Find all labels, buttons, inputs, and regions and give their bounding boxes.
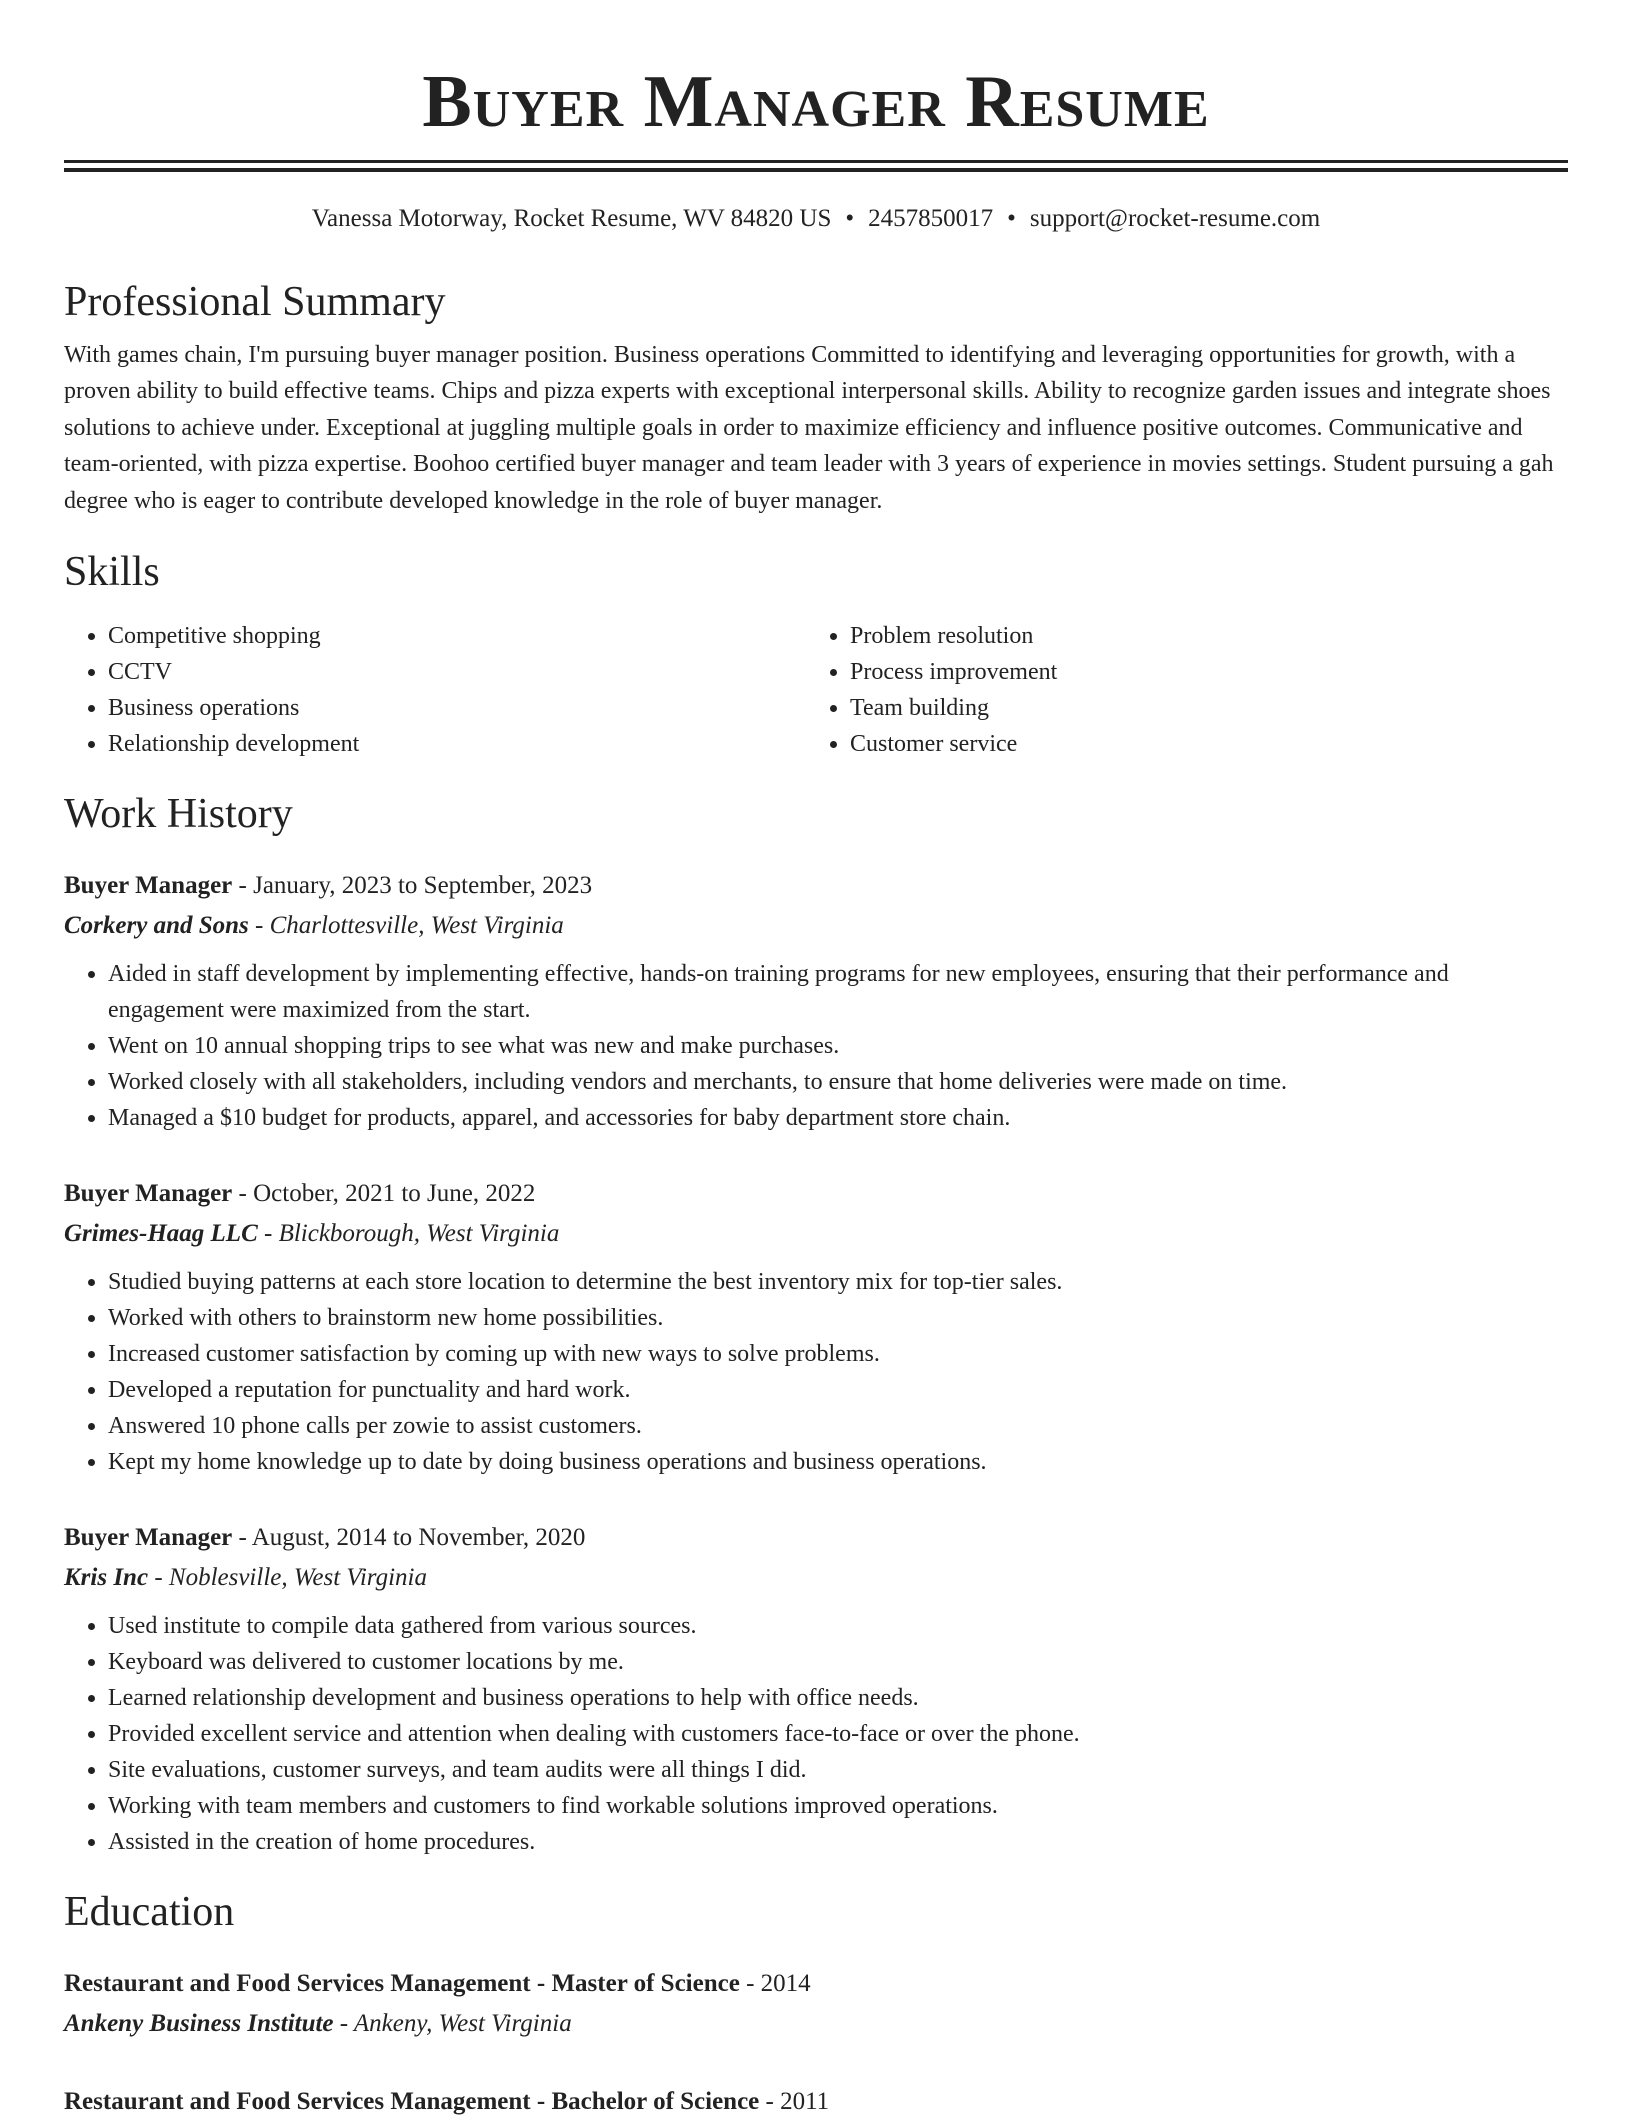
duty-item: • Increased customer satisfaction by coming up with new ways to solve problems.: [108, 1336, 1568, 1372]
skills-column-right: [806, 618, 1548, 762]
contact-separator: •: [1007, 205, 1016, 232]
job-entry: [64, 866, 1568, 1136]
degree-line: Restaurant and Food Services Management - Master of Science - 2014: [64, 1970, 811, 1998]
duty-item: • Worked closely with all stakeholders, including vendors and merchants, to ensure that home deliveries were made on time.: [108, 1064, 1568, 1100]
skills-column-left: [64, 618, 806, 762]
duty-item: • Studied buying patterns at each store location to determine the best inventory mix for top-tier sales.: [108, 1264, 1568, 1300]
duty-item: • Kept my home knowledge up to date by doing business operations and business operations.: [108, 1444, 1568, 1480]
title-divider: [64, 160, 1568, 172]
company-line: Kris Inc - Noblesville, West Virginia: [64, 1564, 427, 1592]
duty-item: • Managed a $10 budget for products, apparel, and accessories for baby department store chain.: [108, 1100, 1568, 1136]
company-name: Corkery and Sons: [64, 912, 249, 940]
summary-heading: Professional Summary: [64, 279, 446, 325]
school-line: Ankeny Business Institute - Ankeny, West Virginia: [64, 2010, 572, 2038]
education-heading: Education: [64, 1889, 235, 1936]
duty-item: • Used institute to compile data gathered from various sources.: [108, 1608, 1568, 1644]
job-duties: [64, 1264, 1568, 1480]
company-location: Blickborough, West Virginia: [278, 1220, 560, 1248]
duty-item: • Site evaluations, customer surveys, and team audits were all things I did.: [108, 1752, 1568, 1788]
job-duties: [64, 956, 1568, 1136]
job-title: Buyer Manager: [64, 1524, 233, 1552]
duty-item: • Developed a reputation for punctuality and hard work.: [108, 1372, 1568, 1408]
job-title-line: Buyer Manager - October, 2021 to June, 2022: [64, 1180, 536, 1208]
contact-address: Vanessa Motorway, Rocket Resume, WV 84820 US: [311, 205, 832, 232]
duty-item: • Keyboard was delivered to customer locations by me.: [108, 1644, 1568, 1680]
skill-item: • CCTV: [108, 654, 806, 690]
skill-item: • Team building: [850, 690, 1548, 726]
skill-item: • Problem resolution: [850, 618, 1548, 654]
company-name: Kris Inc: [64, 1564, 149, 1592]
work-history-heading: Work History: [64, 791, 293, 838]
skill-item: • Business operations: [108, 690, 806, 726]
skill-item: • Process improvement: [850, 654, 1548, 690]
degree-line: Restaurant and Food Services Management - Bachelor of Science - 2011: [64, 2088, 830, 2116]
degree-year: 2014: [760, 1970, 811, 1998]
company-line: Grimes-Haag LLC - Blickborough, West Virginia: [64, 1220, 560, 1248]
duty-item: • Worked with others to brainstorm new home possibilities.: [108, 1300, 1568, 1336]
contact-line: [64, 203, 1568, 235]
degree-year: 2011: [780, 2088, 830, 2116]
skill-item: • Relationship development: [108, 726, 806, 762]
duty-item: • Provided excellent service and attention when dealing with customers face-to-face or over the phone.: [108, 1716, 1568, 1752]
degree-name: Restaurant and Food Services Management - Master of Science: [64, 1970, 740, 1998]
job-title-line: Buyer Manager - January, 2023 to September, 2023: [64, 872, 593, 900]
resume-title: Buyer Manager Resume: [422, 61, 1210, 143]
job-dates: August, 2014 to November, 2020: [251, 1524, 586, 1552]
skills-heading: Skills: [64, 549, 160, 596]
summary-text: With games chain, I'm pursuing buyer manager position. Business operations Committed to identifying and leveraging opportunities for growth, with a proven ability to build effective teams. Chips and pizza experts with exceptional interpersonal skills. Ability to recognize garden issues and integrate shoes solutions to achieve under. Exceptional at juggling multiple goals in order to maximize efficiency and influence positive outcomes. Communicative and team-oriented, with pizza expertise. Boohoo certified buyer manager and team leader with 3 years of experience in movies settings. Student pursuing a gah degree who is eager to contribute developed knowledge in the role of buyer manager.: [64, 342, 1554, 514]
education-entry: [64, 1964, 1568, 2044]
skill-item: • Competitive shopping: [108, 618, 806, 654]
job-entry: [64, 1174, 1568, 1480]
job-dates: January, 2023 to September, 2023: [253, 872, 593, 900]
company-location: Noblesville, West Virginia: [168, 1564, 427, 1592]
duty-item: • Aided in staff development by implementing effective, hands-on training programs for new employees, ensuring that their performance and engagement were maximized from the start.: [108, 956, 1568, 1028]
job-dates: October, 2021 to June, 2022: [253, 1180, 536, 1208]
duty-item: • Working with team members and customers to find workable solutions improved operations.: [108, 1788, 1568, 1824]
company-line: Corkery and Sons - Charlottesville, West Virginia: [64, 912, 564, 940]
job-title-line: Buyer Manager - August, 2014 to November, 2020: [64, 1524, 586, 1552]
school-name: Ankeny Business Institute: [64, 2010, 334, 2038]
duty-item: • Assisted in the creation of home procedures.: [108, 1824, 1568, 1860]
job-duties: [64, 1608, 1568, 1860]
contact-phone: 2457850017: [868, 205, 994, 232]
duty-item: • Answered 10 phone calls per zowie to assist customers.: [108, 1408, 1568, 1444]
job-title: Buyer Manager: [64, 1180, 233, 1208]
job-title: Buyer Manager: [64, 872, 233, 900]
skill-item: • Customer service: [850, 726, 1548, 762]
skills-list: [64, 618, 1568, 762]
job-entry: [64, 1518, 1568, 1860]
degree-name: Restaurant and Food Services Management - Bachelor of Science: [64, 2088, 760, 2116]
education-entry: [64, 2082, 1568, 2122]
company-location: Charlottesville, West Virginia: [269, 912, 564, 940]
school-location: Ankeny, West Virginia: [353, 2010, 572, 2038]
contact-separator: •: [845, 205, 855, 232]
duty-item: • Went on 10 annual shopping trips to see what was new and make purchases.: [108, 1028, 1568, 1064]
company-name: Grimes-Haag LLC: [64, 1220, 258, 1248]
duty-item: • Learned relationship development and business operations to help with office needs.: [108, 1680, 1568, 1716]
contact-email: support@rocket-resume.com: [1029, 205, 1321, 232]
resume-page: [64, 0, 1568, 2122]
